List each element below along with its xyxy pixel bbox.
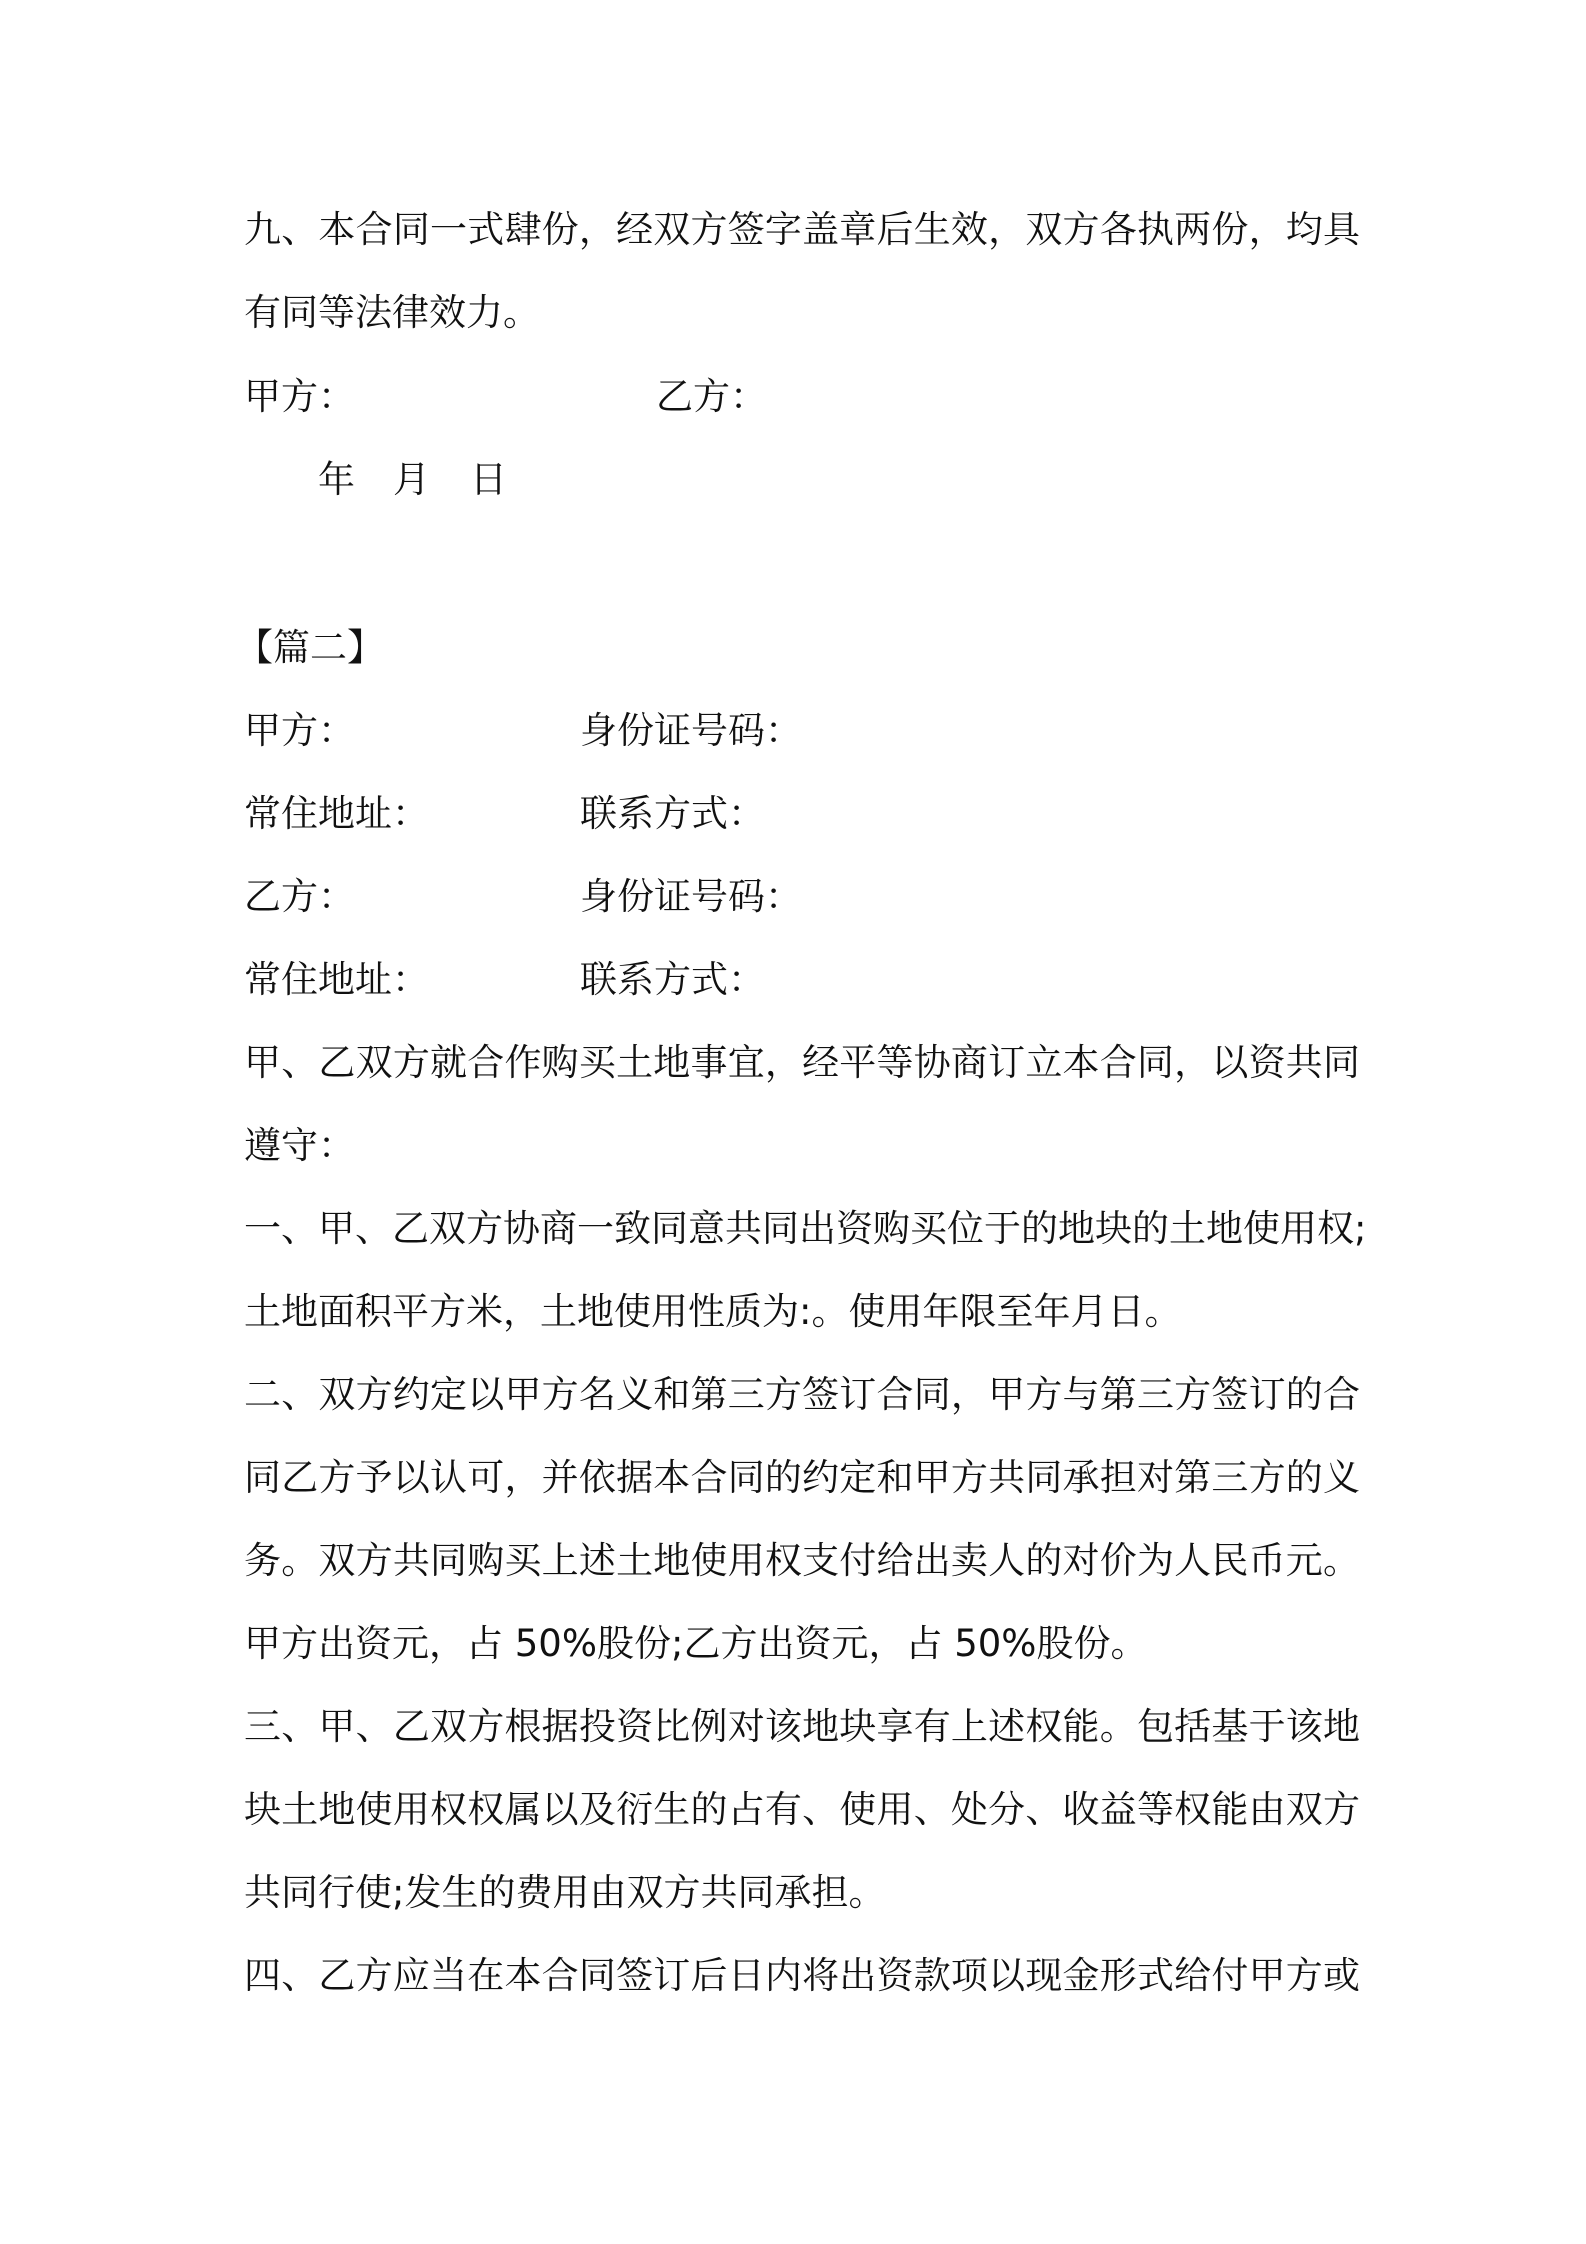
signature-party-a-label: 甲方： [244, 375, 355, 418]
section-heading: 【篇二】 [236, 626, 384, 669]
clause-9-line-2: 有同等法律效力。 [244, 291, 540, 334]
clause-2-line-3: 务。双方共同购买上述土地使用权支付给出卖人的对价为人民币元。 [244, 1539, 1360, 1582]
party-b-label: 乙方： [244, 875, 355, 918]
preamble-line-1: 甲、乙双方就合作购买土地事宜，经平等协商订立本合同，以资共同 [244, 1041, 1360, 1084]
party-a-address-label: 常住地址： [244, 792, 429, 835]
party-a-label: 甲方： [244, 709, 355, 752]
clause-3-line-3: 共同行使;发生的费用由双方共同承担。 [244, 1871, 886, 1914]
clause-3-line-2: 块土地使用权权属以及衍生的占有、使用、处分、收益等权能由双方 [244, 1788, 1360, 1831]
clause-2-line-2: 同乙方予以认可，并依据本合同的约定和甲方共同承担对第三方的义 [244, 1456, 1360, 1499]
clause-1-line-1: 一、甲、乙双方协商一致同意共同出资购买位于的地块的土地使用权; [244, 1207, 1367, 1250]
clause-1-line-2: 土地面积平方米，土地使用性质为:。使用年限至年月日。 [244, 1290, 1182, 1333]
clause-2-line-1: 二、双方约定以甲方名义和第三方签订合同，甲方与第三方签订的合 [244, 1373, 1360, 1416]
preamble-line-2: 遵守： [244, 1124, 355, 1167]
party-b-address-label: 常住地址： [244, 958, 429, 1001]
clause-2-line-4: 甲方出资元，占 50%股份;乙方出资元，占 50%股份。 [244, 1622, 1148, 1665]
signature-date-day: 日 [470, 458, 507, 501]
party-b-id-label: 身份证号码： [580, 875, 802, 918]
signature-date-month: 月 [393, 458, 430, 501]
signature-date-year: 年 [318, 458, 355, 501]
party-b-contact-label: 联系方式： [580, 958, 765, 1001]
party-a-contact-label: 联系方式： [580, 792, 765, 835]
party-a-id-label: 身份证号码： [580, 709, 802, 752]
clause-4-line-1: 四、乙方应当在本合同签订后日内将出资款项以现金形式给付甲方或 [244, 1954, 1360, 1997]
clause-3-line-1: 三、甲、乙双方根据投资比例对该地块享有上述权能。包括基于该地 [244, 1705, 1360, 1748]
clause-9-line-1: 九、本合同一式肆份，经双方签字盖章后生效，双方各执两份，均具 [244, 208, 1360, 251]
signature-party-b-label: 乙方： [656, 375, 767, 418]
